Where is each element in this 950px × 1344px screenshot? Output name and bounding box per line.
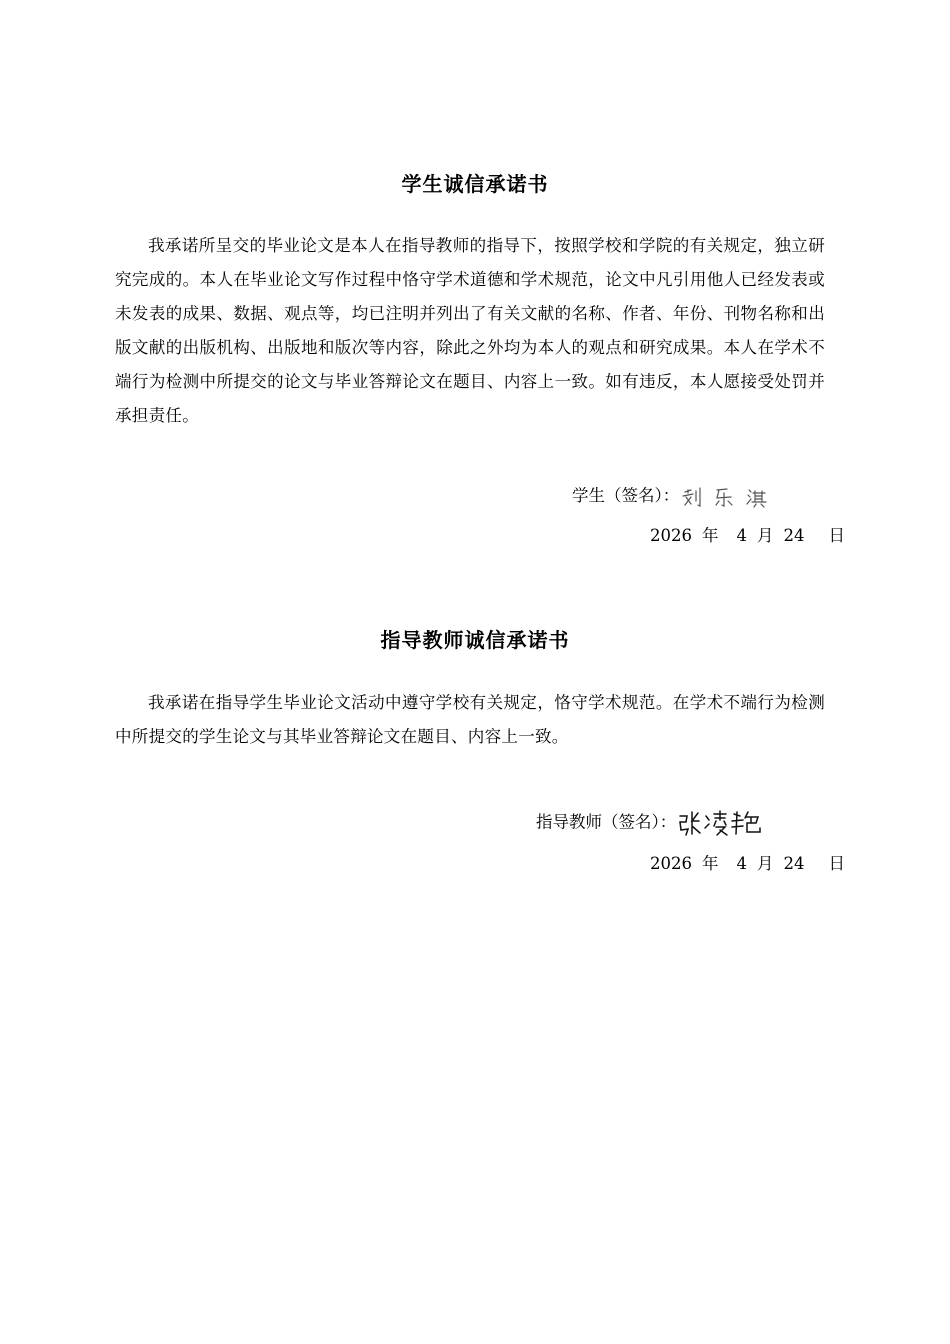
advisor-date-day-unit: 日 [828,854,845,873]
advisor-handwritten-signature [676,808,776,838]
advisor-date-year: 2026 [650,854,692,873]
student-date [650,522,845,546]
advisor-pledge-title: 指导教师诚信承诺书 [380,628,570,652]
student-date-year-unit: 年 [702,526,719,545]
student-signature-label: 学生（签名）： [572,486,680,505]
advisor-date-month: 4 [736,854,747,873]
student-pledge-title: 学生诚信承诺书 [401,172,549,196]
advisor-date-month-unit: 月 [757,854,774,873]
student-date-month-unit: 月 [757,526,774,545]
student-date-day: 24 [783,526,805,545]
advisor-date-year-unit: 年 [702,854,719,873]
student-date-year: 2026 [650,526,692,545]
advisor-signature-line [536,808,776,838]
student-signature-line [572,482,779,510]
advisor-signature-label: 指导教师（签名）： [536,812,677,832]
student-date-month: 4 [736,526,747,545]
advisor-date-day: 24 [783,854,805,873]
advisor-date [650,850,845,874]
student-pledge-body: 我承诺所呈交的毕业论文是本人在指导教师的指导下，按照学校和学院的有关规定，独立研究完成的。本人在毕业论文写作过程中恪守学术道德和学术规范，论文中凡引用他人已经发表或未发表的成果、数据、观点等，均已注明并列出了有关文献的名称、作者、年份、刊物名称和出版文献的出版机构、出版地和版次等内容，除此之外均为本人的观点和研究成果。本人在学术不端行为检测中所提交的论文与毕业答辩论文在题目、内容上一致。如有违反，本人愿接受处罚并承担责任。 [115,236,825,425]
advisor-pledge-body: 我承诺在指导学生毕业论文活动中遵守学校有关规定，恪守学术规范。在学术不端行为检测中所提交的学生论文与其毕业答辩论文在题目、内容上一致。 [115,693,825,746]
student-handwritten-signature [679,484,779,510]
student-date-day-unit: 日 [828,526,845,545]
